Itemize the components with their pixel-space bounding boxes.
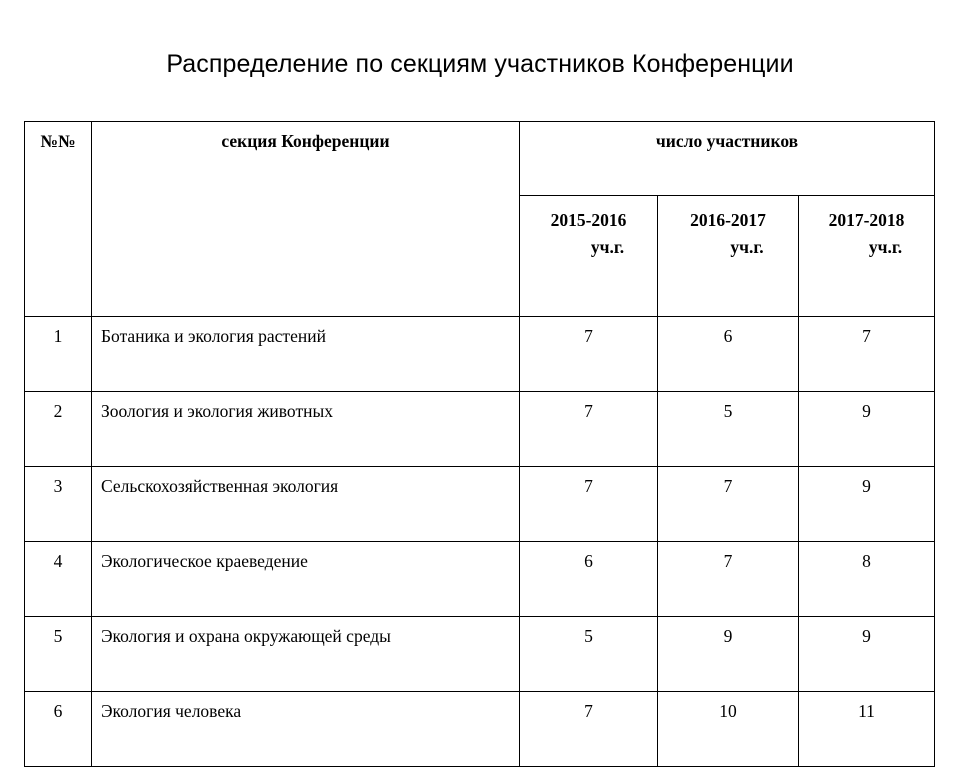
header-section: секция Конференции xyxy=(92,122,520,317)
sections-table xyxy=(24,121,935,767)
header-year-range: 2016-2017 xyxy=(690,210,766,230)
header-year xyxy=(799,196,935,317)
row-value: 9 xyxy=(799,467,935,542)
row-number: 5 xyxy=(25,617,92,692)
header-year-range: 2017-2018 xyxy=(828,210,905,230)
row-value: 7 xyxy=(520,317,658,392)
row-section-name: Ботаника и экология растений xyxy=(92,317,520,392)
table-row xyxy=(25,542,935,617)
header-year xyxy=(520,196,658,317)
row-section-name: Экология и охрана окружающей среды xyxy=(92,617,520,692)
header-year-suffix: уч.г. xyxy=(730,237,764,257)
header-year-suffix: уч.г. xyxy=(868,237,903,257)
row-value: 6 xyxy=(658,317,799,392)
table-row xyxy=(25,617,935,692)
header-participants: число участников xyxy=(520,122,935,196)
row-value: 9 xyxy=(799,392,935,467)
row-number: 2 xyxy=(25,392,92,467)
row-value: 8 xyxy=(799,542,935,617)
table-row xyxy=(25,317,935,392)
row-value: 11 xyxy=(799,692,935,767)
row-value: 5 xyxy=(658,392,799,467)
row-section-name: Зоология и экология животных xyxy=(92,392,520,467)
page-title: Распределение по секциям участников Конференции xyxy=(166,50,794,78)
row-value: 7 xyxy=(658,542,799,617)
row-value: 7 xyxy=(520,392,658,467)
header-row-top xyxy=(25,122,935,196)
row-section-name: Экологическое краеведение xyxy=(92,542,520,617)
row-value: 7 xyxy=(520,692,658,767)
header-number: №№ xyxy=(25,122,92,317)
row-value: 7 xyxy=(658,467,799,542)
row-section-name: Экология человека xyxy=(92,692,520,767)
table-row xyxy=(25,467,935,542)
row-value: 9 xyxy=(799,617,935,692)
header-year-range: 2015-2016 xyxy=(550,210,627,230)
header-year xyxy=(658,196,799,317)
row-value: 7 xyxy=(799,317,935,392)
table-row xyxy=(25,692,935,767)
row-value: 6 xyxy=(520,542,658,617)
row-number: 4 xyxy=(25,542,92,617)
row-value: 10 xyxy=(658,692,799,767)
row-number: 1 xyxy=(25,317,92,392)
row-section-name: Сельскохозяйственная экология xyxy=(92,467,520,542)
row-value: 7 xyxy=(520,467,658,542)
header-year-suffix: уч.г. xyxy=(590,237,625,257)
row-number: 3 xyxy=(25,467,92,542)
row-value: 9 xyxy=(658,617,799,692)
table-row xyxy=(25,392,935,467)
row-number: 6 xyxy=(25,692,92,767)
row-value: 5 xyxy=(520,617,658,692)
